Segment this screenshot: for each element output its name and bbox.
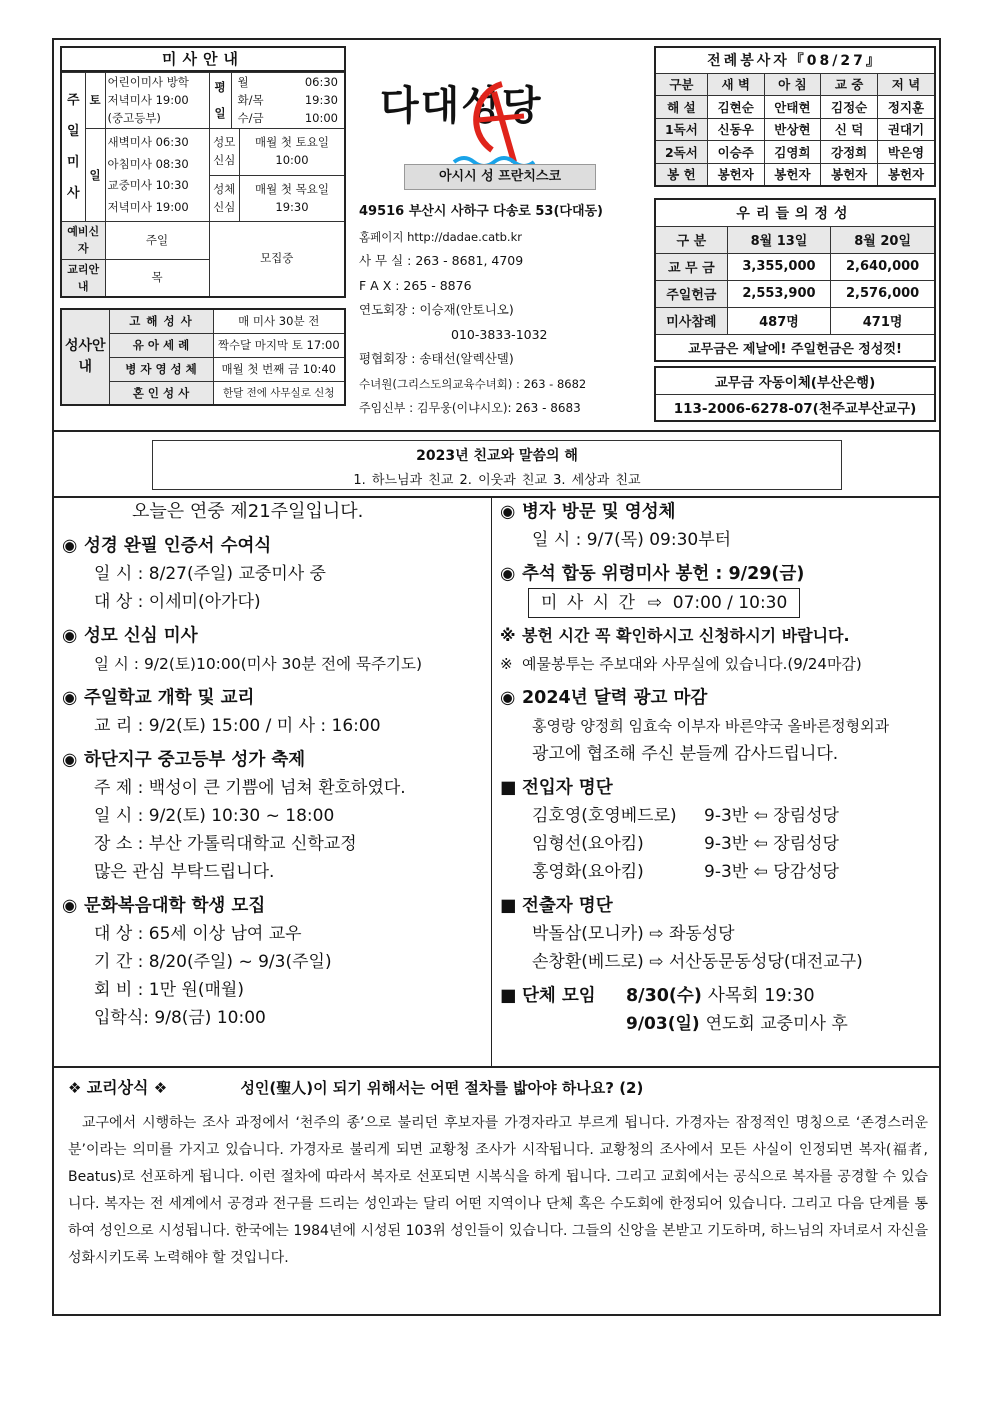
square-bullet-icon: ■ (500, 986, 517, 1006)
weekday-mass-3: 수/금 10:00 (237, 110, 338, 125)
table-cell: 2,640,000 (831, 253, 935, 280)
catechism-body: 교구에서 시행하는 조사 과정에서 ‘천주의 종’으로 불리던 후보자를 가경자라고 부르게 됩니다. 가경자는 잠정적인 명칭으로 ‘존경스러운 분’이라는 의미를 가지고 있습니다. 가경자로 불리게 되면 교황청 조사가 시작됩니다. 교황청의 조사에서 모든 사실이 인정되면 복자(福者, Beatus)로 선포하게 됩니다. 이런 절차에 따라서 복자로 선포되면 시복식을 하게 됩니다. 그리고 교회에서는 공식으로 복자를 공경할 수 있습니다. 복자는 전 세계에서 공경과 전구를 드리는 성인과는 달리 어떤 지역이나 단체 혹은 수도회에 한정되어 있습니다. 그리고 다음 단계를 통하여 성인으로 시성됩니다. 한국에는 1984년에 시성된 103위 성인들이 있습니다. 그들의 신앙을 본받고 기도하며, 하느님의 자녀로서 자신을 성화시키도록 노력해야 할 것입니다. (68, 1115, 928, 1266)
offering-title: 우리들의정성 (655, 199, 935, 226)
bullet-icon: ◉ (500, 502, 516, 522)
catechumen-label: 예비신자 (61, 222, 105, 259)
offering-table (654, 198, 936, 362)
transfer-out-row: 박돌삼(모니카) ⇨ 좌동성당 (532, 924, 735, 944)
sat-mass-1: 어린이미사 방학 (107, 75, 189, 89)
news-line: 홍영랑 양정희 임효숙 이부자 바른약국 올바른정형외과 (532, 717, 890, 735)
bullet-icon: ◉ (62, 750, 78, 770)
convent-phone: 수녀원(그리스도의교육수녀회) : 263 - 8682 (359, 376, 587, 391)
arrow-left-icon: ⇦ (753, 862, 768, 882)
table-cell: 1독서 (655, 118, 707, 141)
arrow-left-icon: ⇦ (753, 834, 768, 854)
news-title: ◉ 성경 완필 인증서 수여식 (62, 532, 488, 560)
table-cell: 봉헌자 (878, 163, 936, 186)
sun-label: 일 (85, 129, 105, 222)
offering-header: 8월 13일 (727, 226, 831, 253)
news-line: 장 소 : 부산 가톨릭대학교 신학교정 (94, 834, 357, 854)
mass-times: 07:00 / 10:30 (672, 593, 788, 613)
bullet-icon: ◉ (500, 564, 516, 584)
transfer-in-row: 임형선(요아킴) 9-3반 ⇦ 장림성당 (532, 834, 839, 854)
eucharist-label: 성체신심 (210, 175, 240, 221)
table-cell: 김정순 (821, 96, 878, 119)
note-line: ※ 예물봉투는 주보대와 사무실에 있습니다.(9/24마감) (500, 650, 932, 678)
church-name: 다대성당 (380, 83, 543, 129)
table-cell: 471명 (831, 307, 935, 334)
news-line: 일 시 : 9/7(목) 09:30부터 (532, 530, 732, 550)
arrow-left-icon: ⇦ (753, 806, 768, 826)
servers-header: 아 침 (764, 73, 821, 96)
diamond-icon: ❖ (153, 1079, 168, 1097)
news-line: 기 간 : 8/20(주일) ~ 9/3(주일) (94, 952, 332, 972)
arrow-right-icon: ⇨ (649, 924, 664, 944)
bullet-icon: ◉ (62, 896, 78, 916)
news-line: 광고에 협조해 주신 분들께 감사드립니다. (532, 744, 839, 764)
autopay-table (654, 366, 936, 422)
news-title: ◉ 문화복음대학 학생 모집 (62, 892, 488, 920)
church-info (359, 200, 649, 421)
autopay-title: 교무금 자동이체(부산은행) (655, 367, 935, 394)
bullet-icon: ◉ (500, 688, 516, 708)
offering-note: 교무금은 제날에! 주일헌금은 정성껏! (655, 334, 935, 361)
right-news-column (500, 498, 932, 1038)
catechism-section (68, 1075, 928, 1272)
sat-mass-3: (중고등부) (107, 110, 161, 125)
mass-time-label: 미 사 시 간 (541, 593, 637, 613)
catechism-question: 성인(聖人)이 되기 위해서는 어떤 절차를 밟아야 하나요? (2) (240, 1079, 644, 1097)
weekday-label: 평 일 (209, 73, 231, 129)
table-cell: 반상현 (764, 118, 821, 141)
arrow-icon: ⇨ (642, 593, 668, 613)
table-cell: 487명 (727, 307, 831, 334)
sat-mass-2: 저녁미사 19:00 (107, 92, 189, 107)
sun-mass-3: 교중미사 10:30 (107, 178, 189, 193)
marian-time: 매월 첫 토요일 10:00 (240, 129, 345, 175)
sacrament-info-2: 짝수달 마지막 토 17:00 (213, 333, 345, 357)
servers-header: 저 녁 (878, 73, 936, 96)
table-cell: 박은영 (878, 141, 936, 164)
servers-header: 구분 (655, 73, 707, 96)
sunday-mass-label: 주일미사 (61, 73, 85, 222)
servers-header: 새 벽 (707, 73, 764, 96)
table-cell: 봉헌자 (707, 163, 764, 186)
table-cell: 안태현 (764, 96, 821, 119)
sun-mass-4: 저녁미사 19:00 (107, 200, 189, 215)
news-title: ◉ 하단지구 중고등부 성가 축제 (62, 746, 488, 774)
lay-president: 평협회장 : 송태선(알렉산델) (359, 351, 514, 366)
table-cell: 이승주 (707, 141, 764, 164)
servers-table (654, 46, 936, 187)
logo-emblem (374, 62, 614, 180)
table-cell: 강정희 (821, 141, 878, 164)
bulletin-frame (52, 38, 941, 1316)
news-line: 일 시 : 9/2(토)10:00(미사 30분 전에 묵주기도) (94, 655, 422, 673)
news-line: 대 상 : 이세미(아가다) (94, 592, 261, 612)
news-line: 주 제 : 백성이 큰 기쁨에 넘쳐 환호하였다. (94, 778, 406, 798)
reference-mark-icon: ※ (500, 626, 516, 645)
news-title: ◉ 병자 방문 및 영성체 (500, 498, 932, 526)
bullet-icon: ◉ (62, 626, 78, 646)
church-logo (374, 62, 614, 180)
table-cell: 2,576,000 (831, 280, 935, 307)
news-line: 회 비 : 1만 원(매월) (94, 980, 244, 1000)
eucharist-time: 매월 첫 목요일 19:30 (255, 181, 329, 214)
news-line: 교 리 : 9/2(토) 15:00 / 미 사 : 16:00 (94, 716, 381, 736)
doctrine-label: 교리안내 (61, 259, 105, 297)
year-theme-box (152, 440, 842, 490)
council-phone: 010-3833-1032 (451, 326, 548, 342)
mass-time-box (528, 588, 800, 618)
news-title: ■ 전출자 명단 (500, 892, 932, 920)
recruiting-text: 모집중 (209, 222, 345, 297)
news-title: ◉ 주일학교 개학 및 교리 (62, 684, 488, 712)
sun-mass-1: 새벽미사 06:30 (107, 134, 189, 149)
news-title: ◉ 성모 신심 미사 (62, 622, 488, 650)
sacrament-name-1: 고 해 성 사 (109, 309, 213, 333)
arrow-right-icon: ⇨ (649, 952, 664, 972)
table-cell: 2,553,900 (727, 280, 831, 307)
church-address: 49516 부산시 사하구 다송로 53(다대동) (359, 204, 604, 219)
sacraments-label: 성사안내 (61, 309, 109, 405)
diamond-icon: ❖ (68, 1079, 82, 1097)
square-bullet-icon: ■ (500, 778, 517, 798)
sacrament-name-3: 병 자 영 성 체 (109, 357, 213, 381)
table-cell: 해 설 (655, 96, 707, 119)
catechism-label: 교리상식 (86, 1078, 149, 1097)
sunday-intro: 오늘은 연중 제21주일입니다. (132, 501, 364, 522)
news-title: ■ 전입자 명단 (500, 774, 932, 802)
bullet-icon: ◉ (62, 688, 78, 708)
sacrament-name-4: 혼 인 성 사 (109, 381, 213, 405)
doctrine-day: 목 (105, 259, 209, 297)
weekday-mass-2: 화/목 19:30 (237, 92, 338, 107)
sacraments-table (60, 308, 346, 406)
servers-title: 전례봉사자『08/27』 (655, 47, 935, 73)
note-line: ※ 봉헌 시간 꼭 확인하시고 신청하시기 바랍니다. (500, 622, 932, 650)
table-cell: 봉헌자 (821, 163, 878, 186)
table-cell: 신동우 (707, 118, 764, 141)
news-line: 일 시 : 9/2(토) 10:30 ~ 18:00 (94, 806, 335, 826)
news-line: 많은 관심 부탁드립니다. (94, 862, 275, 882)
offering-header: 구 분 (655, 226, 727, 253)
church-office: 사 무 실 : 263 - 8681, 4709 (359, 253, 524, 268)
mass-table (60, 72, 346, 298)
sacrament-name-2: 유 아 세 례 (109, 333, 213, 357)
table-cell: 교 무 금 (655, 253, 727, 280)
sacrament-info-3: 매월 첫 번째 금 10:40 (213, 357, 345, 381)
sacrament-info-4: 한달 전에 사무실로 신청 (213, 381, 345, 405)
table-cell: 3,355,000 (727, 253, 831, 280)
year-title: 2023년 친교와 말씀의 해 (416, 448, 578, 464)
sat-label: 토 (85, 73, 105, 129)
news-title: ◉ 추석 합동 위령미사 봉헌 : 9/29(금) (500, 560, 932, 588)
marian-label: 성모신심 (210, 129, 240, 175)
table-cell: 김현순 (707, 96, 764, 119)
transfer-in-row: 홍영화(요아킴) 9-3반 ⇦ 당감성당 (532, 862, 839, 882)
catechumen-day: 주일 (105, 222, 209, 259)
weekday-mass-1: 월 06:30 (237, 75, 338, 89)
transfer-in-row: 김호영(호영베드로) 9-3반 ⇦ 장림성당 (532, 806, 839, 826)
news-line: 일 시 : 8/27(주일) 교중미사 중 (94, 564, 326, 584)
table-cell: 신 덕 (821, 118, 878, 141)
church-homepage[interactable]: 홈페이지 http://dadae.catb.kr (359, 229, 522, 244)
pastor: 주임신부 : 김무웅(이냐시오): 263 - 8683 (359, 401, 581, 415)
bullet-icon: ◉ (62, 536, 78, 556)
year-themes: 1. 하느님과 친교 2. 이웃과 친교 3. 세상과 친교 (353, 473, 641, 488)
table-cell: 2독서 (655, 141, 707, 164)
table-cell: 봉 헌 (655, 163, 707, 186)
patron-saint: 아시시 성 프란치스코 (404, 164, 596, 190)
news-line: 대 상 : 65세 이상 남여 교우 (94, 924, 302, 944)
section-divider (54, 430, 939, 432)
sun-mass-2: 아침미사 08:30 (107, 156, 189, 171)
catechism-header (68, 1075, 928, 1098)
autopay-account: 113-2006-6278-07(천주교부산교구) (655, 394, 935, 421)
table-cell: 김영희 (764, 141, 821, 164)
news-title: ◉ 2024년 달력 광고 마감 (500, 684, 932, 712)
offering-header: 8월 20일 (831, 226, 935, 253)
mass-info-title: 미사안내 (60, 46, 346, 72)
table-cell: 권대기 (878, 118, 936, 141)
square-bullet-icon: ■ (500, 896, 517, 916)
reference-mark-icon: ※ (500, 655, 513, 673)
left-news-column (62, 498, 488, 1032)
table-cell: 주일헌금 (655, 280, 727, 307)
table-cell: 미사참례 (655, 307, 727, 334)
transfer-out-row: 손창환(베드로) ⇨ 서산동문동성당(대전교구) (532, 952, 863, 972)
table-cell: 정지훈 (878, 96, 936, 119)
section-divider (54, 1066, 939, 1068)
column-divider (491, 496, 492, 1066)
table-cell: 봉헌자 (764, 163, 821, 186)
group-meeting-row: 9/03(일) 연도회 교중미사 후 (626, 1014, 848, 1034)
mass-info-panel (60, 46, 346, 298)
sacrament-info-1: 매 미사 30분 전 (213, 309, 345, 333)
news-line: 입학식: 9/8(금) 10:00 (94, 1008, 266, 1028)
group-meeting-row: ■ 단체 모임 8/30(수) 사목회 19:30 (500, 982, 932, 1010)
servers-header: 교 중 (821, 73, 878, 96)
council-president: 연도회장 : 이승재(안토니오) (359, 302, 514, 317)
church-fax: F A X : 265 - 8876 (359, 277, 472, 293)
